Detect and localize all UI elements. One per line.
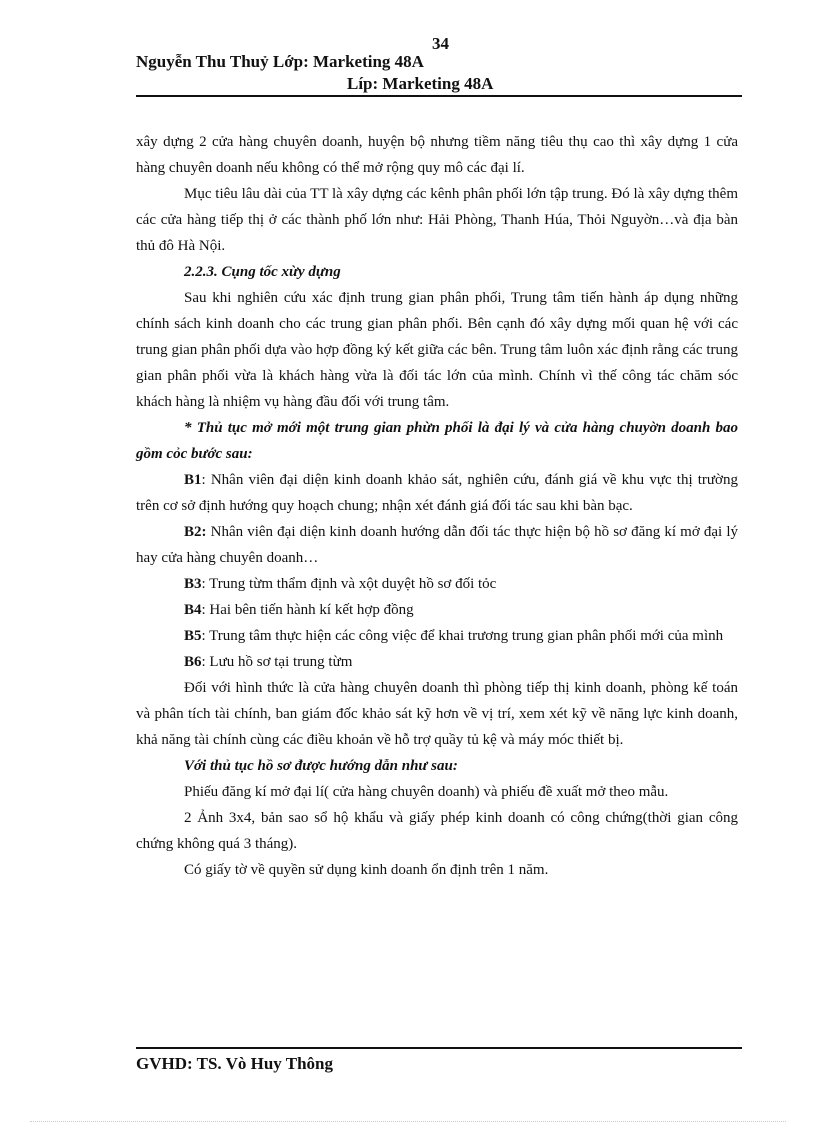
step-b6 bbox=[136, 649, 738, 675]
document-body bbox=[136, 129, 738, 883]
paragraph: Mục tiêu lâu dài của TT là xây dựng các kênh phân phối lớn tập trung. Đó là xây dựng thêm các cửa hàng tiếp thị ở các thành phố lớn như: Hải Phòng, Thanh Húa, Thỏi Nguyờn…và địa bàn thủ đô Hà Nội. bbox=[136, 186, 738, 254]
header-class-line: Líp: Marketing 48A bbox=[347, 74, 494, 93]
step-text: : Nhân viên đại diện kinh doanh khảo sát, nghiên cứu, đánh giá về khu vực thị trường trên cơ sở định hướng quy hoạch chung; nhận xét đánh giá đối tác sau khi bàn bạc. bbox=[136, 472, 738, 514]
header-rule bbox=[136, 95, 742, 97]
step-label: B6 bbox=[184, 654, 202, 670]
step-text: : Hai bên tiến hành kí kết hợp đồng bbox=[201, 602, 414, 618]
paragraph: Sau khi nghiên cứu xác định trung gian phân phối, Trung tâm tiến hành áp dụng những chính sách kinh doanh cho các trung gian phân phối. Bên cạnh đó xây dựng mối quan hệ với các trung gian phân phối dựa vào hợp đồng ký kết giữa các bên. Trung tâm luôn xác định rằng các trung gian phân phối vừa là khách hàng vừa là đối tác lớn của mình. Chính vì thế công tác chăm sóc khách hàng là nhiệm vụ hàng đầu đối với trung tâm. bbox=[136, 290, 738, 410]
page-number: 34 bbox=[432, 34, 449, 53]
dossier-heading: Với thủ tục hồ sơ được hướng dẫn như sau: bbox=[184, 758, 458, 774]
step-text: : Lưu hồ sơ tại trung từm bbox=[201, 654, 353, 670]
step-b5 bbox=[136, 623, 738, 649]
step-text: Nhân viên đại diện kinh doanh hướng dẫn đối tác thực hiện bộ hồ sơ đăng kí mở đại lý hay cửa hàng chuyên doanh… bbox=[136, 524, 738, 566]
procedure-heading: * Thủ tục mở mới một trung gian phừn phối là đại lý và cửa hàng chuyờn doanh bao gồm cỏc bước sau: bbox=[136, 420, 738, 462]
footer-rule bbox=[136, 1047, 742, 1049]
step-label: B1 bbox=[184, 472, 202, 488]
paragraph: 2 Ảnh 3x4, bản sao sổ hộ khẩu và giấy phép kinh doanh có công chứng(thời gian công chứng không quá 3 tháng). bbox=[136, 810, 738, 852]
paragraph: Có giấy tờ về quyền sử dụng kinh doanh ổn định trên 1 năm. bbox=[184, 862, 549, 878]
step-b1 bbox=[136, 467, 738, 519]
step-text: : Trung tâm thực hiện các công việc để khai trương trung gian phân phối mới của mình bbox=[201, 628, 724, 644]
step-label: B2: bbox=[184, 524, 207, 540]
step-b2 bbox=[136, 519, 738, 571]
step-b4 bbox=[136, 597, 738, 623]
step-label: B4 bbox=[184, 602, 202, 618]
section-heading: 2.2.3. Cụng tốc xừy dựng bbox=[184, 264, 341, 280]
paragraph: xây dựng 2 cửa hàng chuyên doanh, huyện bộ nhưng tiềm năng tiêu thụ cao thì xây dựng 1 cửa hàng chuyên doanh nếu không có thể mở rộng quy mô các đại lí. bbox=[136, 134, 738, 176]
step-label: B5 bbox=[184, 628, 202, 644]
step-text: : Trung từm thẩm định và xột duyệt hồ sơ đối tỏc bbox=[201, 576, 497, 592]
paragraph: Phiếu đăng kí mở đại lí( cửa hàng chuyên doanh) và phiếu đề xuất mở theo mẫu. bbox=[184, 784, 669, 800]
paragraph: Đối với hình thức là cửa hàng chuyên doanh thì phòng tiếp thị kinh doanh, phòng kế toán và phân tích tài chính, ban giám đốc khảo sát kỹ hơn về vị trí, xem xét kỹ về năng lực kinh doanh, khả năng tài chính cùng các điều khoản về hỗ trợ quầy tủ kệ và máy móc thiết bị. bbox=[136, 680, 738, 748]
footer-supervisor: GVHD: TS. Vò Huy Thông bbox=[136, 1054, 333, 1073]
step-b3 bbox=[136, 571, 738, 597]
page-bottom-divider bbox=[30, 1121, 786, 1122]
step-label: B3 bbox=[184, 576, 202, 592]
header-author-class: Nguyễn Thu Thuỷ Lớp: Marketing 48A bbox=[136, 52, 424, 71]
